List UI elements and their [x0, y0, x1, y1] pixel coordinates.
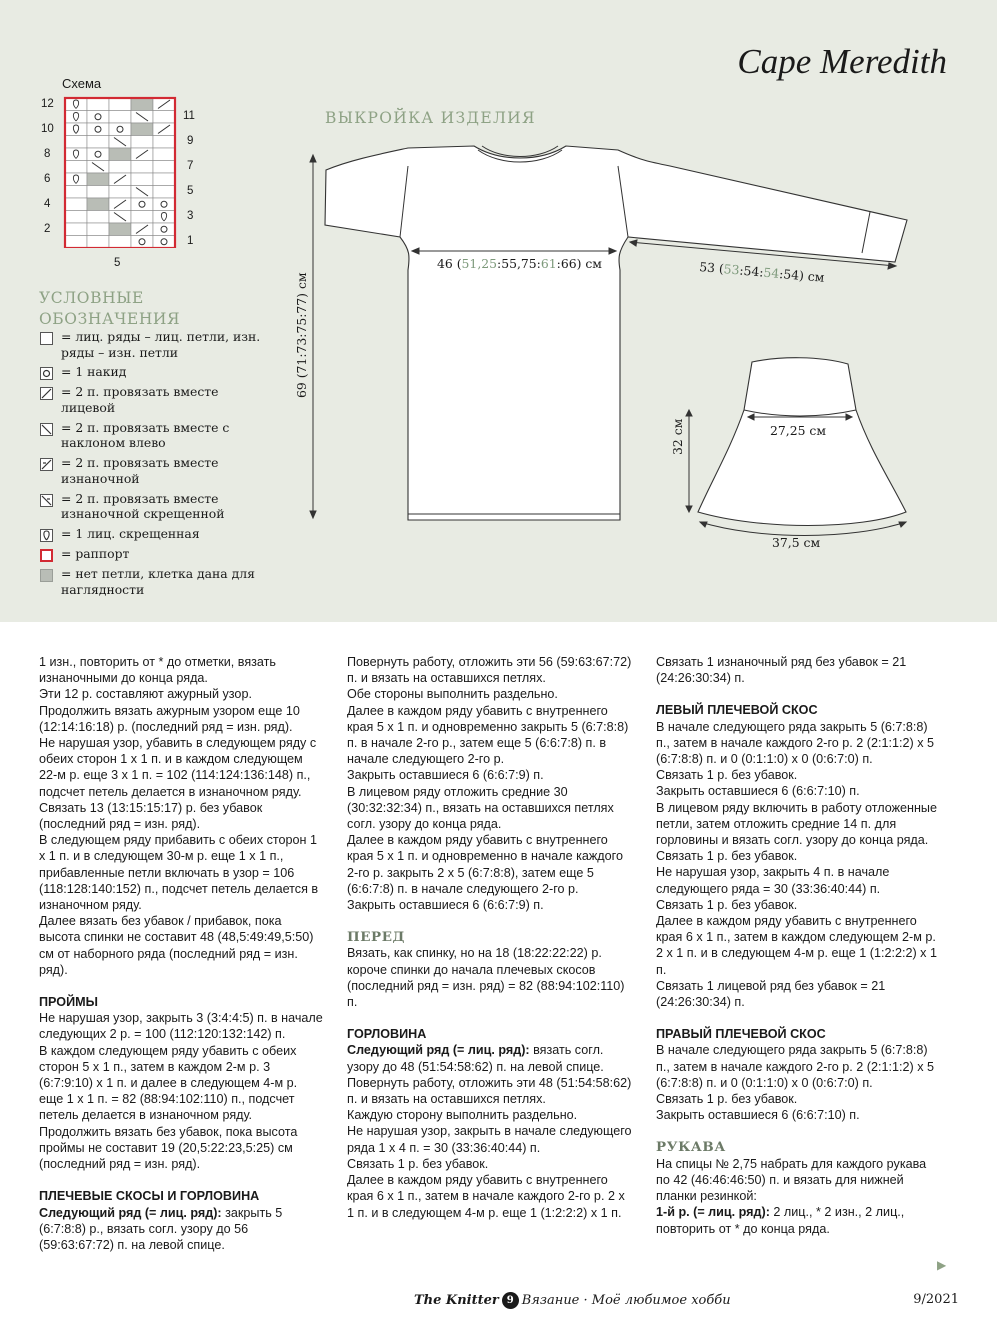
section-heading: ПРАВЫЙ ПЛЕЧЕВОЙ СКОС	[656, 1027, 826, 1042]
instructions-column-2	[347, 654, 632, 1221]
legend-text: = 1 лиц. скрещенная	[61, 526, 200, 542]
instruction-paragraph: Связать 1 р. без убавок.	[656, 768, 798, 783]
row-number: 8	[44, 148, 51, 160]
sleeve-top-label: 27,25 см	[770, 423, 826, 438]
instruction-paragraph: Закрыть оставшиеся 6 (6:6:7:10) п.	[656, 784, 860, 799]
dimension-text: :66) см	[556, 256, 602, 271]
row-number: 5	[187, 185, 194, 197]
dimension-text: :73:	[294, 333, 309, 358]
dimension-text: 53 (	[698, 259, 725, 277]
section-heading: ЛЕВЫЙ ПЛЕЧЕВОЙ СКОС	[656, 703, 818, 718]
dimension-text: 71	[294, 357, 309, 374]
instruction-paragraph: В лицевом ряду отложить средние 30 (30:32:32:34) п., вязать на оставшихся петлях согл. узору до конца ряда.	[347, 784, 614, 832]
instruction-paragraph: Повернуть работу, отложить эти 48 (51:54:58:62) п. и вязать на оставшихся петлях.	[347, 1075, 632, 1107]
arrowhead	[686, 410, 692, 416]
section-heading: ГОРЛОВИНА	[347, 1027, 427, 1042]
legend-text: = 2 п. провязать вместе лицевой	[61, 384, 219, 415]
instruction-paragraph: В начале следующего ряда закрыть 5 (6:7:8:8) п., затем в начале каждого 2-го р. 2 (2:1:1:2) х 5 (6:7:8:8) п. и 0 (0:1:1:0) х 0 (0:6:7:0) п.	[656, 1043, 935, 1090]
section-heading: ПРОЙМЫ	[39, 995, 98, 1010]
instruction-paragraph: Закрыть оставшиеся 6 (6:6:7:9) п.	[347, 898, 544, 913]
garment-schematic	[0, 0, 997, 622]
instruction-paragraph: Продолжить вязать ажурным узором еще 10 (12:14:16:18) р. (последний ряд = изн. ряд).	[39, 703, 300, 734]
legend-title-line: УСЛОВНЫЕ	[39, 289, 144, 307]
dimension-text: 61	[540, 256, 557, 271]
issue-number: 9/2021	[913, 1292, 959, 1307]
sleeve-height-label: 32 см	[670, 418, 685, 455]
magazine-name: The Knitter	[414, 1293, 499, 1308]
instruction-paragraph: Не нарушая узор, закрыть 3 (3:4:4:5) п. в начале следующих 2 р. = 100 (112:120:132:142) п.	[39, 1011, 323, 1042]
instruction-paragraph: Далее в каждом ряду убавить с внутреннего края 5 х 1 п. и одновременно в начале каждого 2-го р. закрыть 2 х 5 (6:7:8:8), затем еще 5 (6:6:7:8) п. в начале следующего 2-го р.	[347, 833, 623, 896]
legend-text: = нет петли, клетка дана для наглядности	[61, 566, 255, 597]
schematic-title: ВЫКРОЙКА ИЗДЕЛИЯ	[325, 109, 536, 127]
page-footer	[0, 1292, 997, 1316]
instruction-paragraph: Далее в каждом ряду убавить с внутреннего края 6 х 1 п., затем в каждом следующем 2-м р. 2 х 1 п. и в следующем 4-м р. еще 1 (1:2:2:2) х 1 п.	[656, 914, 937, 977]
legend-title-line: ОБОЗНАЧЕНИЯ	[39, 310, 181, 328]
sleeve-outline	[698, 358, 906, 526]
row-number: 4	[44, 198, 51, 210]
row-number: 6	[44, 173, 51, 185]
instruction-paragraph: Не нарушая узор, закрыть в начале следующего ряда 1 х 4 п. = 30 (33:36:40:44) п.	[347, 1124, 632, 1155]
dimension-text: 69 (	[294, 373, 309, 398]
dimension-text: 54	[762, 264, 780, 281]
section-heading: ПЛЕЧЕВЫЕ СКОСЫ И ГОРЛОВИНА	[39, 1189, 260, 1204]
instruction-paragraph: Вязать, как спинку, но на 18 (18:22:22:22) р. короче спинки до начала плечевых скосов (последний ряд = изн. ряд) = 82 (88:94:102:110) п.	[347, 946, 625, 1010]
pattern-name: Cape Meredith	[737, 42, 947, 81]
dimension-text: 46 (	[437, 256, 462, 271]
legend-text: = 2 п. провязать вместе с наклоном влево	[61, 419, 230, 451]
arrowhead	[310, 511, 316, 518]
arrowhead	[700, 522, 707, 527]
legend-text: = 2 п. провязать вместе изнаночной	[61, 455, 219, 486]
instruction-paragraph	[39, 1205, 324, 1254]
instruction-paragraph: Закрыть оставшиеся 6 (6:6:7:9) п.	[347, 768, 544, 783]
row-number: 7	[187, 160, 194, 172]
instruction-paragraph: Связать 1 лицевой ряд без убавок = 21 (24:26:30:34) п.	[656, 978, 886, 1010]
instruction-paragraph: Связать 1 р. без убавок.	[656, 849, 798, 864]
dimension-text: :54:	[738, 262, 765, 280]
instruction-paragraph: Продолжить вязать без убавок, пока высота проймы не составит 19 (20,5:22:23,5:25) см (последний ряд = изн. ряд).	[39, 1124, 298, 1172]
instruction-paragraph: Не нарушая узор, убавить в следующем ряду с обеих сторон 1 х 1 п. и в каждом следующем 22-м р. еще 3 х 1 п. = 102 (114:124:136:148) п., подсчет петель делается в изнаночном ряду.	[39, 736, 317, 799]
section-heading: РУКАВА	[656, 1139, 726, 1156]
instruction-paragraph: Закрыть оставшиеся 6 (6:6:7:10) п.	[656, 1108, 860, 1123]
instruction-paragraph: Далее в каждом ряду убавить с внутреннего края 5 х 1 п. и одновременно закрыть 5 (6:7:8:8) п. в начале 2-го р., затем еще 5 (6:6:7:8) п. в начале следующего 2-го р.	[347, 703, 629, 767]
row-number: 2	[44, 223, 51, 235]
instruction-paragraph: 1 изн., повторить от * до отметки, вязать изнаночными до конца ряда.	[39, 655, 276, 686]
footer-brand	[414, 1292, 731, 1309]
instructions-column-1	[39, 654, 324, 1253]
column-number: 5	[114, 257, 121, 269]
instruction-paragraph: Каждую сторону выполнить раздельно.	[347, 1108, 578, 1123]
arrowhead	[686, 506, 692, 512]
row-label: 1-й р. (= лиц. ряд):	[656, 1205, 770, 1220]
instruction-paragraph: В каждом следующем ряду убавить с обеих сторон 5 х 1 п., затем в каждом 2-м р. 3 (6:7:9:10) х 1 п. и далее в следующем 4-м р. еще 1 х 1 п. = 82 (88:94:102:110) п., подсчет петель делается в изнаночном ряду.	[39, 1043, 298, 1123]
legend-text: = раппорт	[61, 546, 130, 562]
instruction-text: закрыть 5 (6:7:8:8) р., вязать согл. узору до 56 (59:63:67:72) п. на левой спице.	[39, 1205, 283, 1252]
instruction-paragraph: Связать 1 р. без убавок.	[656, 1092, 798, 1107]
row-number: 11	[183, 110, 195, 122]
instruction-paragraph: Связать 13 (13:15:15:17) р. без убавок (последний ряд = изн. ряд).	[39, 800, 263, 832]
instruction-paragraph: В лицевом ряду включить в работу отложенные петли, затем отложить средние 14 п. для горловины и вязать согл. узору до конца ряда.	[656, 800, 937, 848]
chart-label: Схема	[62, 76, 102, 91]
dimension-text: :55,75:	[497, 256, 541, 271]
instruction-paragraph: Связать 1 р. без убавок.	[656, 897, 798, 912]
row-number: 9	[187, 135, 194, 147]
section-heading: ПЕРЕД	[347, 929, 406, 946]
legend-text: = 2 п. провязать вместе изнаночной скрещенной	[61, 490, 225, 522]
instruction-paragraph: Далее вязать без убавок / прибавок, пока высота спинки не составит 48 (48,5:49:49,5:50) см от наборного ряда (последний ряд = изн. ряд).	[39, 914, 314, 977]
row-number: 10	[41, 123, 54, 135]
body-length-label	[294, 272, 309, 398]
magazine-tagline: Вязание · Моё любимое хобби	[521, 1293, 731, 1308]
instruction-paragraph	[656, 1204, 941, 1236]
instruction-text: вязать согл. узору до 48 (51:54:58:62) п. на левой спице.	[347, 1043, 604, 1074]
arrowhead	[630, 240, 637, 246]
instruction-paragraph: Далее в каждом ряду убавить с внутреннего края 6 х 1 п., затем в начале каждого 2-го р. 2 х 1 п. и в следующем 4-м р. еще 1 (1:2:2:2) х 1 п.	[347, 1173, 625, 1220]
legend-text: = 1 накид	[61, 364, 127, 380]
dimension-text: :77) см	[294, 272, 309, 318]
dimension-text: :54) см	[778, 265, 826, 285]
row-label: Следующий ряд (= лиц. ряд):	[347, 1043, 530, 1058]
instruction-paragraph: Не нарушая узор, закрыть 4 п. в начале следующего ряда = 30 (33:36:40:44) п.	[656, 865, 890, 896]
dimension-text: 51,25	[461, 256, 498, 271]
dimension-text: 53	[723, 261, 741, 278]
instruction-paragraph: Связать 1 р. без убавок.	[347, 1156, 489, 1171]
instructions-column-3	[656, 654, 941, 1237]
instruction-paragraph: Обе стороны выполнить раздельно.	[347, 687, 558, 702]
row-number: 3	[187, 210, 194, 222]
instruction-paragraph: Эти 12 р. составляют ажурный узор.	[39, 687, 252, 702]
continue-arrow-icon: ▶	[937, 1258, 947, 1272]
row-number: 12	[41, 98, 54, 110]
sleeve-bottom-label: 37,5 см	[772, 535, 821, 550]
row-label: Следующий ряд (= лиц. ряд):	[39, 1205, 222, 1220]
instruction-paragraph: Повернуть работу, отложить эти 56 (59:63:67:72) п. и вязать на оставшихся петлях.	[347, 655, 632, 686]
arrowhead	[899, 522, 906, 527]
dimension-text: 75	[294, 317, 309, 334]
instruction-text: 2 лиц., * 2 изн., 2 лиц., повторить от * до конца ряда.	[656, 1205, 905, 1236]
instruction-paragraph: В следующем ряду прибавить с обеих сторон 1 х 1 п. и в следующем 30-м р. еще 1 х 1 п., прибавленные петли включать в узор = 106 (118:128:140:152) п., подсчет петель делается в изнаночном ряду.	[39, 833, 319, 913]
page-number: 9	[502, 1292, 519, 1309]
arrowhead	[888, 263, 896, 269]
instruction-paragraph: Связать 1 изнаночный ряд без убавок = 21 (24:26:30:34) п.	[656, 655, 907, 686]
arrowhead	[310, 155, 316, 162]
instruction-paragraph: На спицы № 2,75 набрать для каждого рукава по 42 (46:46:46:50) п. и вязать для нижней планки резинкой:	[656, 1156, 927, 1204]
instruction-paragraph	[347, 1042, 632, 1074]
legend-text: = лиц. ряды – лиц. петли, изн. ряды – изн. петли	[61, 329, 261, 360]
body-width-label	[437, 256, 602, 271]
instruction-paragraph: В начале следующего ряда закрыть 5 (6:7:8:8) п., затем в начале каждого 2-го р. 2 (2:1:1:2) х 5 (6:7:8:8) п. и 0 (0:1:1:0) х 0 (0:6:7:0) п.	[656, 719, 935, 767]
row-number: 1	[187, 235, 194, 247]
